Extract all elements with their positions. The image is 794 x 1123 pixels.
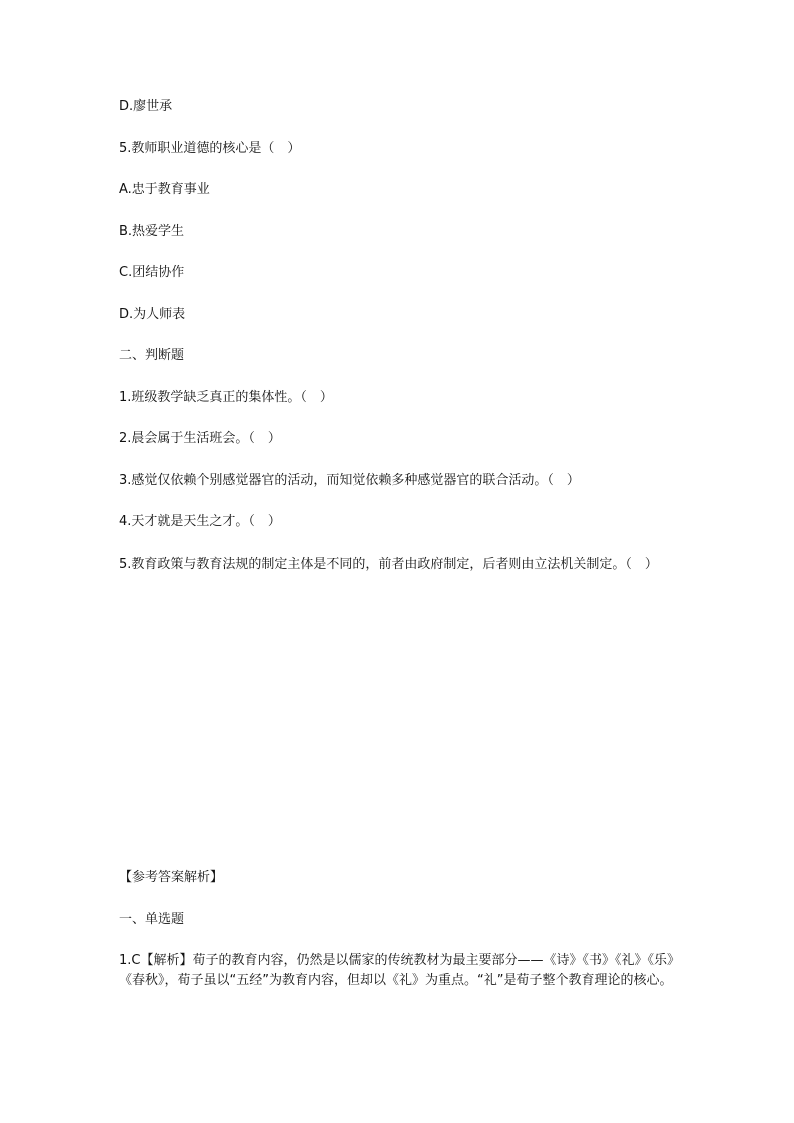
judgment-question-4: 4.天才就是天生之才。（ ）	[119, 514, 281, 529]
judgment-question-2: 2.晨会属于生活班会。（ ）	[119, 431, 281, 446]
judgment-question-5: 5.教育政策与教育法规的制定主体是不同的，前者由政府制定，后者则由立法机关制定。（ ）	[119, 557, 658, 572]
q5-option-b: B.热爱学生	[119, 224, 185, 239]
q4-option-d: D.廖世承	[119, 99, 173, 114]
q5-option-a: A.忠于教育事业	[119, 182, 210, 197]
q5-option-c: C.团结协作	[119, 265, 185, 280]
q5-option-d: D.为人师表	[119, 307, 186, 322]
answers-heading: 【参考答案解析】	[119, 870, 224, 885]
judgment-heading: 二、判断题	[119, 348, 185, 363]
q5-question: 5.教师职业道德的核心是（ ）	[119, 141, 301, 156]
judgment-question-1: 1.班级教学缺乏真正的集体性。（ ）	[119, 390, 333, 405]
judgment-question-3: 3.感觉仅依赖个别感觉器官的活动，而知觉依赖多种感觉器官的联合活动。（ ）	[119, 473, 580, 488]
answer-1: 1.C【解析】荀子的教育内容，仍然是以儒家的传统教材为最主要部分——《诗》《书》《礼》《乐》《春秋》，荀子虽以“五经”为教育内容，但却以《礼》为重点。“礼”是荀子整个教育理论的核心。	[119, 953, 674, 988]
answers-subheading: 一、单选题	[119, 912, 185, 927]
